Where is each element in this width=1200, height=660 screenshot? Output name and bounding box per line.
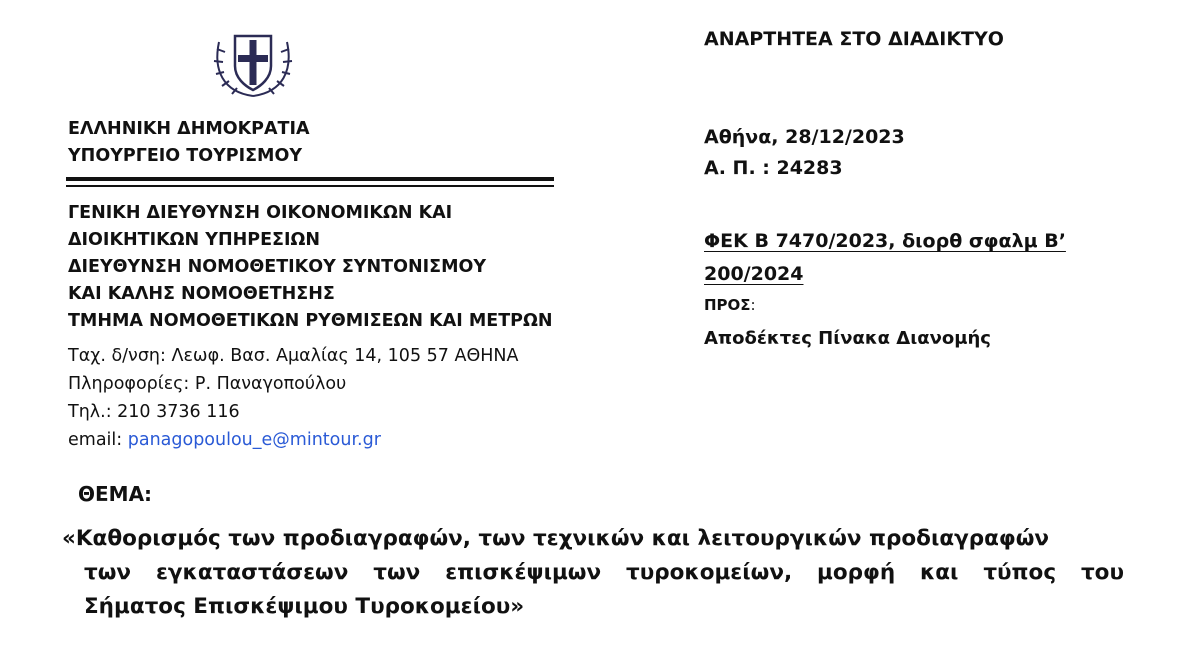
subject-word: τύπος: [983, 560, 1057, 585]
subject-word: μορφή: [817, 560, 896, 585]
fek-reference-line1: ΦΕΚ Β 7470/2023, διορθ σφαλμ Β’: [704, 230, 1066, 252]
directorate-line: ΚΑΙ ΚΑΛΗΣ ΝΟΜΟΘΕΤΗΣΗΣ: [68, 284, 335, 304]
recipients: Αποδέκτες Πίνακα Διανομής: [704, 328, 991, 349]
to-label: [704, 296, 756, 314]
directorate-line: ΓΕΝΙΚΗ ΔΙΕΥΘΥΝΣΗ ΟΙΚΟΝΟΜΙΚΩΝ ΚΑΙ: [68, 203, 453, 223]
subject-line-2: [84, 556, 1124, 590]
date-protocol-block: [704, 122, 905, 184]
protocol-number: Α. Π. : 24283: [704, 157, 843, 179]
subject-word: επισκέψιμων: [445, 560, 602, 585]
header-divider-thick: [66, 177, 554, 181]
ministry-name: ΥΠΟΥΡΓΕΙΟ ΤΟΥΡΙΣΜΟΥ: [68, 146, 303, 166]
subject-line-3: Σήματος Επισκέψιμου Τυροκομείου»: [84, 594, 525, 619]
subject-line-1: «Καθορισμός των προδιαγραφών, των τεχνικών και λειτουργικών προδιαγραφών: [62, 526, 1050, 551]
contact-block: [68, 342, 518, 454]
postal-address: Ταχ. δ/νση: Λεωφ. Βασ. Αμαλίας 14, 105 57 ΑΘΗΝΑ: [68, 346, 519, 366]
directorate-line: ΔΙΕΥΘΥΝΣΗ ΝΟΜΟΘΕΤΙΚΟΥ ΣΥΝΤΟΝΙΣΜΟΥ: [68, 257, 487, 277]
subject-text: [62, 522, 1124, 624]
subject-word: εγκαταστάσεων: [155, 560, 349, 585]
contact-person: Πληροφορίες: Ρ. Παναγοπούλου: [68, 374, 347, 394]
directorate-line: ΔΙΟΙΚΗΤΙΚΩΝ ΥΠΗΡΕΣΙΩΝ: [68, 230, 321, 250]
republic-name: ΕΛΛΗΝΙΚΗ ΔΗΜΟΚΡΑΤΙΑ: [68, 119, 310, 139]
posting-note: ΑΝΑΡΤΗΤΕΑ ΣΤΟ ΔΙΑΔΙΚΤΥΟ: [704, 28, 1004, 50]
email-label: email:: [68, 430, 128, 450]
to-label-colon: :: [750, 296, 756, 314]
header-divider-thin: [66, 185, 554, 187]
subject-word: των: [84, 560, 132, 585]
to-label-text: ΠΡΟΣ: [704, 296, 751, 314]
directorate-line: ΤΜΗΜΑ ΝΟΜΟΘΕΤΙΚΩΝ ΡΥΘΜΙΣΕΩΝ ΚΑΙ ΜΕΤΡΩΝ: [68, 311, 553, 331]
subject-word: τυροκομείων,: [626, 560, 793, 585]
email-line: [68, 426, 518, 454]
phone-number: Τηλ.: 210 3736 116: [68, 402, 240, 422]
sender-header: [68, 116, 688, 170]
document-date: Αθήνα, 28/12/2023: [704, 126, 905, 148]
subject-word: και: [920, 560, 959, 585]
subject-word: των: [373, 560, 421, 585]
directorate-block: [68, 200, 553, 335]
fek-reference-line2: 200/2024: [704, 263, 804, 285]
subject-label: ΘΕΜΑ:: [78, 482, 153, 506]
greek-coat-of-arms-icon: [205, 22, 301, 102]
fek-reference: [704, 225, 1066, 291]
subject-word: του: [1080, 560, 1124, 585]
email-link[interactable]: panagopoulou_e@mintour.gr: [127, 430, 381, 450]
